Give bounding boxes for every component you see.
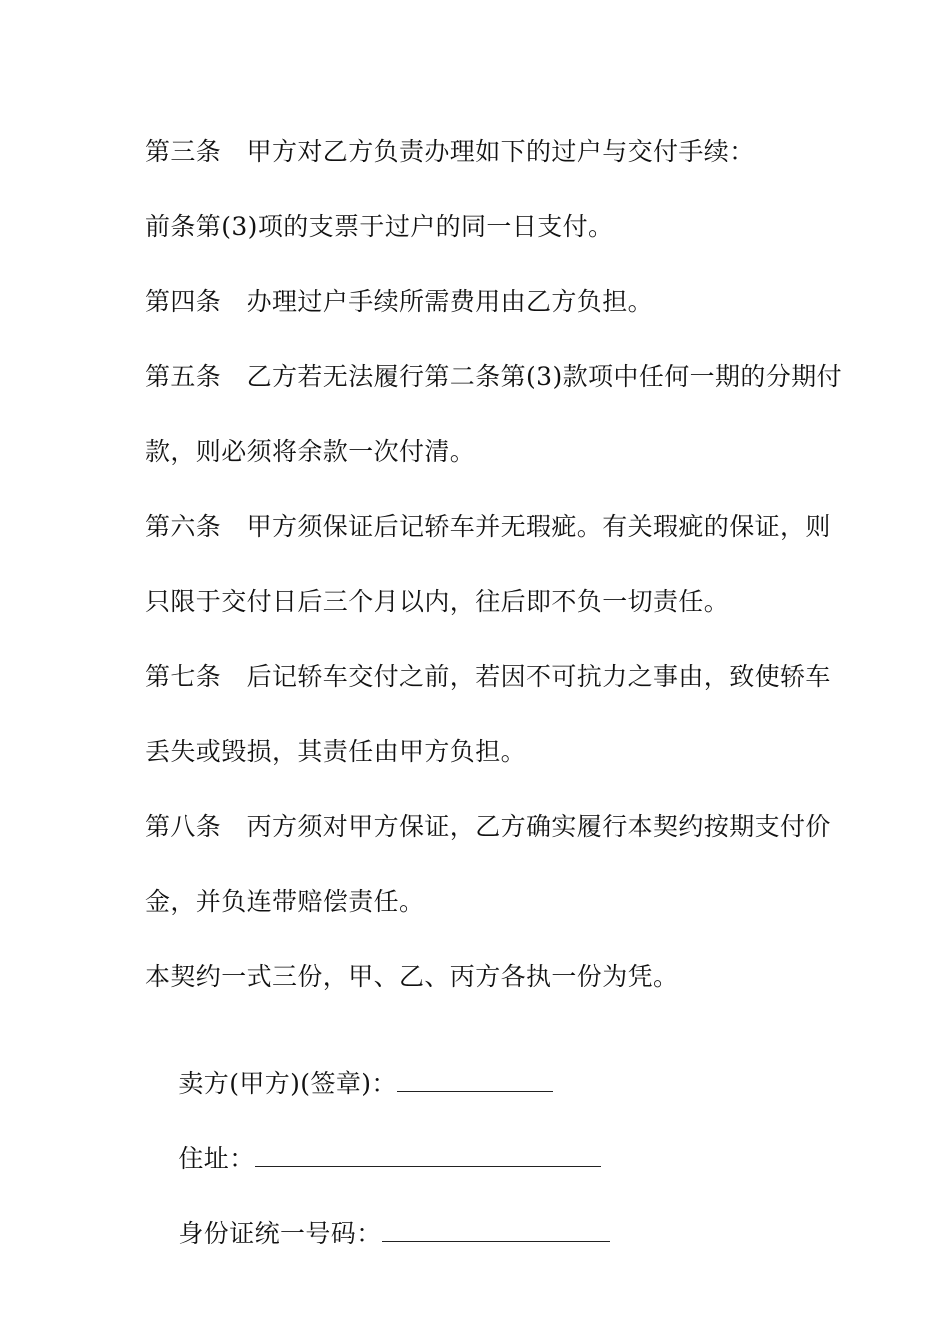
clause-5-line-1: 第五条 乙方若无法履行第二条第(3)款项中任何一期的分期付 <box>145 362 843 391</box>
clause-8-line-2: 金，并负连带赔偿责任。 <box>145 887 425 916</box>
copies-statement: 本契约一式三份，甲、乙、丙方各执一份为凭。 <box>145 962 679 991</box>
seller-signature-blank[interactable] <box>397 1069 553 1092</box>
clause-8-line-1: 第八条 丙方须对甲方保证，乙方确实履行本契约按期支付价 <box>145 812 831 841</box>
id-number-row <box>145 1186 610 1282</box>
id-number-label: 身份证统一号码： <box>178 1219 382 1248</box>
address-label: 住址： <box>178 1144 255 1173</box>
clause-3-line-1: 第三条 甲方对乙方负责办理如下的过户与交付手续： <box>145 137 755 166</box>
clause-7-line-2: 丢失或毁损，其责任由甲方负担。 <box>145 737 527 766</box>
seller-signature-label: 卖方(甲方)(签章)： <box>178 1069 397 1098</box>
clause-6-line-1: 第六条 甲方须保证后记轿车并无瑕疵。有关瑕疵的保证，则 <box>145 512 831 541</box>
id-number-blank[interactable] <box>382 1219 610 1242</box>
clause-3-line-2: 前条第(3)项的支票于过户的同一日支付。 <box>145 212 614 241</box>
clause-6-line-2: 只限于交付日后三个月以内，往后即不负一切责任。 <box>145 587 730 616</box>
clause-7-line-1: 第七条 后记轿车交付之前，若因不可抗力之事由，致使轿车 <box>145 662 831 691</box>
clause-4: 第四条 办理过户手续所需费用由乙方负担。 <box>145 287 654 316</box>
address-blank[interactable] <box>255 1144 601 1167</box>
clause-5-line-2: 款，则必须将余款一次付清。 <box>145 437 476 466</box>
